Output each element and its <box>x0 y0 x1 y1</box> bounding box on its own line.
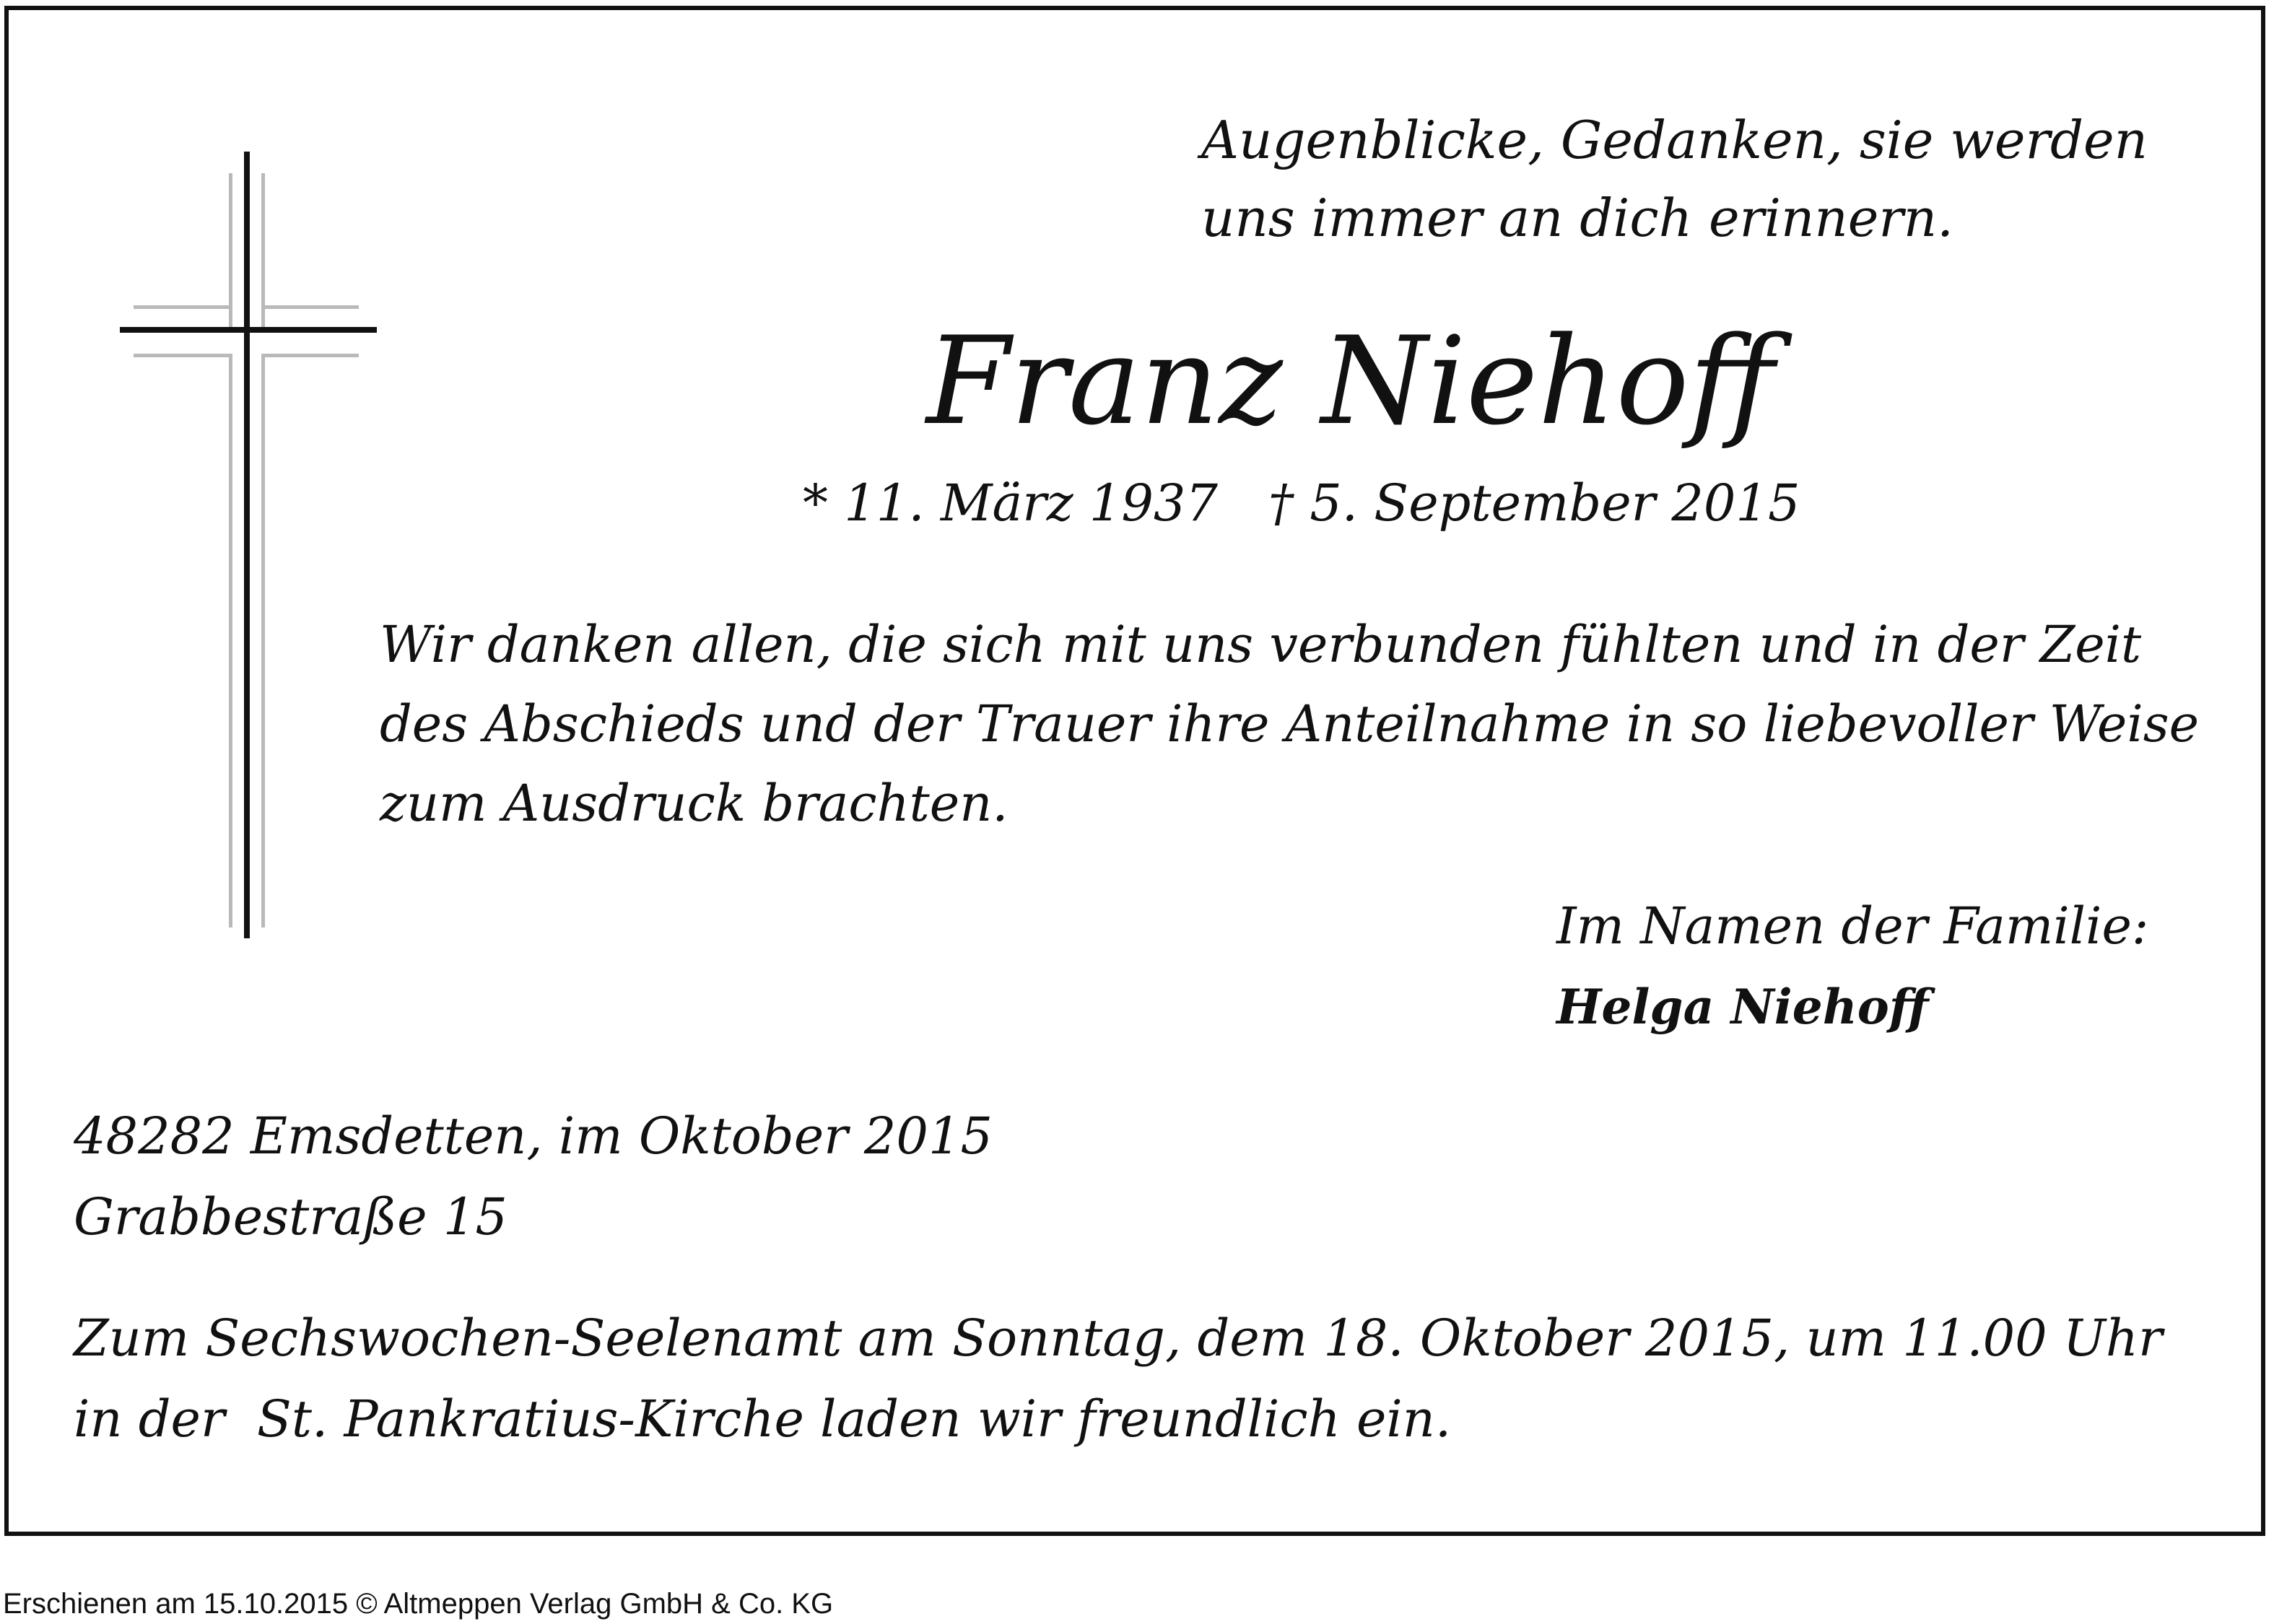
family-label: Im Namen der Familie: <box>1556 896 2149 956</box>
address-line-1: 48282 Emsdetten, im Oktober 2015 <box>74 1106 993 1166</box>
memorial-quote <box>1201 101 2148 257</box>
deceased-name: Franz Niehoff <box>926 310 1775 452</box>
thanks-line-2: des Abschieds und der Trauer ihre Anteilnahme in so liebevoller Weise <box>380 694 2200 754</box>
life-dates <box>803 471 1800 536</box>
quote-line-1: Augenblicke, Gedanken, sie werden <box>1201 110 2148 170</box>
family-signatory: Helga Niehoff <box>1556 979 1929 1035</box>
thanks-line-1: Wir danken allen, die sich mit uns verbunden fühlten und in der Zeit <box>380 615 2142 674</box>
invitation-text <box>74 1298 2162 1459</box>
birth-date: * 11. März 1937 <box>803 473 1218 533</box>
invitation-line-2: in der St. Pankratius-Kirche laden wir freundlich ein. <box>74 1389 1452 1449</box>
address-block <box>74 1096 993 1257</box>
address-line-2: Grabbestraße 15 <box>74 1187 507 1247</box>
publication-footer: Erschienen am 15.10.2015 © Altmeppen Verlag GmbH & Co. KG <box>3 1588 834 1620</box>
death-date: † 5. September 2015 <box>1268 473 1800 533</box>
quote-line-2: uns immer an dich erinnern. <box>1201 188 1954 248</box>
cross-icon <box>116 152 383 946</box>
thanks-text <box>380 605 2228 843</box>
invitation-line-1: Zum Sechswochen-Seelenamt am Sonntag, dem 18. Oktober 2015, um 11.00 Uhr <box>74 1309 2163 1368</box>
thanks-line-3: zum Ausdruck brachten. <box>380 774 1009 833</box>
